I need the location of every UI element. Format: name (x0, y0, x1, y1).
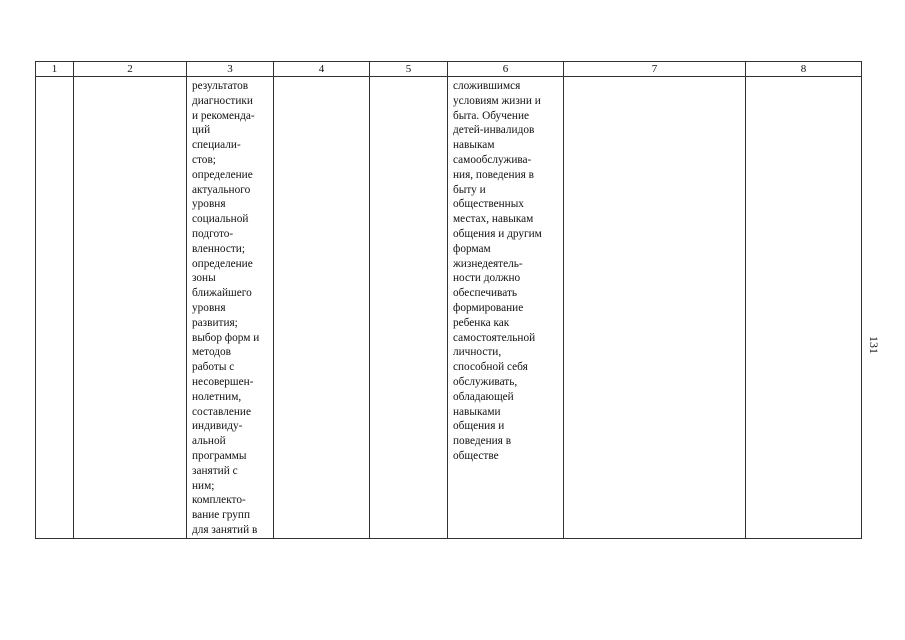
text-line: быта. Обучение (453, 109, 530, 122)
text-line: определение (192, 257, 253, 270)
text-line: уровня (192, 301, 226, 314)
text-line: составление (192, 405, 251, 418)
text-line: нолетним, (192, 390, 242, 403)
text-line: и рекоменда- (192, 109, 255, 122)
text-line: программы (192, 449, 247, 462)
text-line: определение (192, 168, 253, 181)
column-header-3: 3 (187, 62, 274, 77)
text-line: личности, (453, 346, 502, 359)
text-line: методов (192, 346, 232, 359)
text-line: формам (453, 242, 491, 255)
cell-col-4 (274, 77, 370, 539)
text-line: ним; (192, 479, 215, 492)
text-line: диагностики (192, 94, 253, 107)
text-line: самообслужива- (453, 153, 532, 166)
text-line: занятий с (192, 464, 238, 477)
cell-col-1 (36, 77, 74, 539)
text-line: результатов (192, 80, 249, 92)
text-line: самостоятельной (453, 331, 536, 344)
text-line: для занятий в (192, 523, 258, 536)
text-line: ребенка как (453, 316, 510, 329)
text-line: ций (192, 124, 211, 137)
column-header-1: 1 (36, 62, 74, 77)
table-row (36, 77, 862, 539)
text-line: обществе (453, 449, 499, 462)
text-line: несовершен- (192, 375, 254, 388)
text-line: вленности; (192, 242, 245, 255)
text-line: ния, поведения в (453, 168, 534, 181)
text-line: выбор форм и (192, 331, 260, 344)
text-line: детей-инвалидов (453, 124, 535, 137)
text-line: специали- (192, 139, 241, 152)
text-line: вание групп (192, 509, 251, 522)
column-header-6: 6 (448, 62, 564, 77)
text-line: ближайшего (192, 287, 252, 300)
text-line: обеспечивать (453, 287, 518, 300)
text-line: навыкам (453, 139, 495, 152)
column-header-7: 7 (564, 62, 746, 77)
column-header-8: 8 (746, 62, 862, 77)
document-table (35, 61, 862, 539)
text-line: альной (192, 435, 226, 448)
text-line: зоны (192, 272, 216, 285)
text-line: поведения в (453, 435, 512, 448)
text-line: способной себя (453, 361, 528, 374)
cell-col-2 (74, 77, 187, 539)
text-line: условиям жизни и (453, 94, 541, 107)
header-row (36, 62, 862, 77)
text-line: индивиду- (192, 420, 243, 433)
text-line: социальной (192, 213, 249, 226)
cell-col-7 (564, 77, 746, 539)
text-line: ности должно (453, 272, 521, 285)
cell-col-6 (448, 77, 564, 539)
text-line: подгото- (192, 227, 234, 240)
column-header-2: 2 (74, 62, 187, 77)
text-line: обслуживать, (453, 375, 518, 388)
cell-col-3-text (187, 77, 273, 538)
text-line: актуального (192, 183, 251, 196)
text-line: сложившимся (453, 80, 521, 92)
text-line: работы с (192, 361, 235, 374)
text-line: общественных (453, 198, 524, 211)
page-number: 131 (867, 336, 881, 354)
text-line: местах, навыкам (453, 213, 534, 226)
column-header-5: 5 (370, 62, 448, 77)
text-line: общения и другим (453, 227, 542, 240)
text-line: обладающей (453, 390, 514, 403)
text-line: уровня (192, 198, 226, 211)
column-header-4: 4 (274, 62, 370, 77)
text-line: быту и (453, 183, 486, 196)
cell-col-5 (370, 77, 448, 539)
text-line: стов; (192, 153, 216, 166)
text-line: развития; (192, 316, 238, 329)
text-line: навыками (453, 405, 501, 418)
cell-col-8 (746, 77, 862, 539)
text-line: формирование (453, 301, 524, 314)
cell-col-3 (187, 77, 274, 539)
cell-col-6-text (448, 77, 563, 464)
text-line: жизнедеятель- (453, 257, 523, 270)
text-line: общения и (453, 420, 505, 433)
text-line: комплекто- (192, 494, 246, 507)
